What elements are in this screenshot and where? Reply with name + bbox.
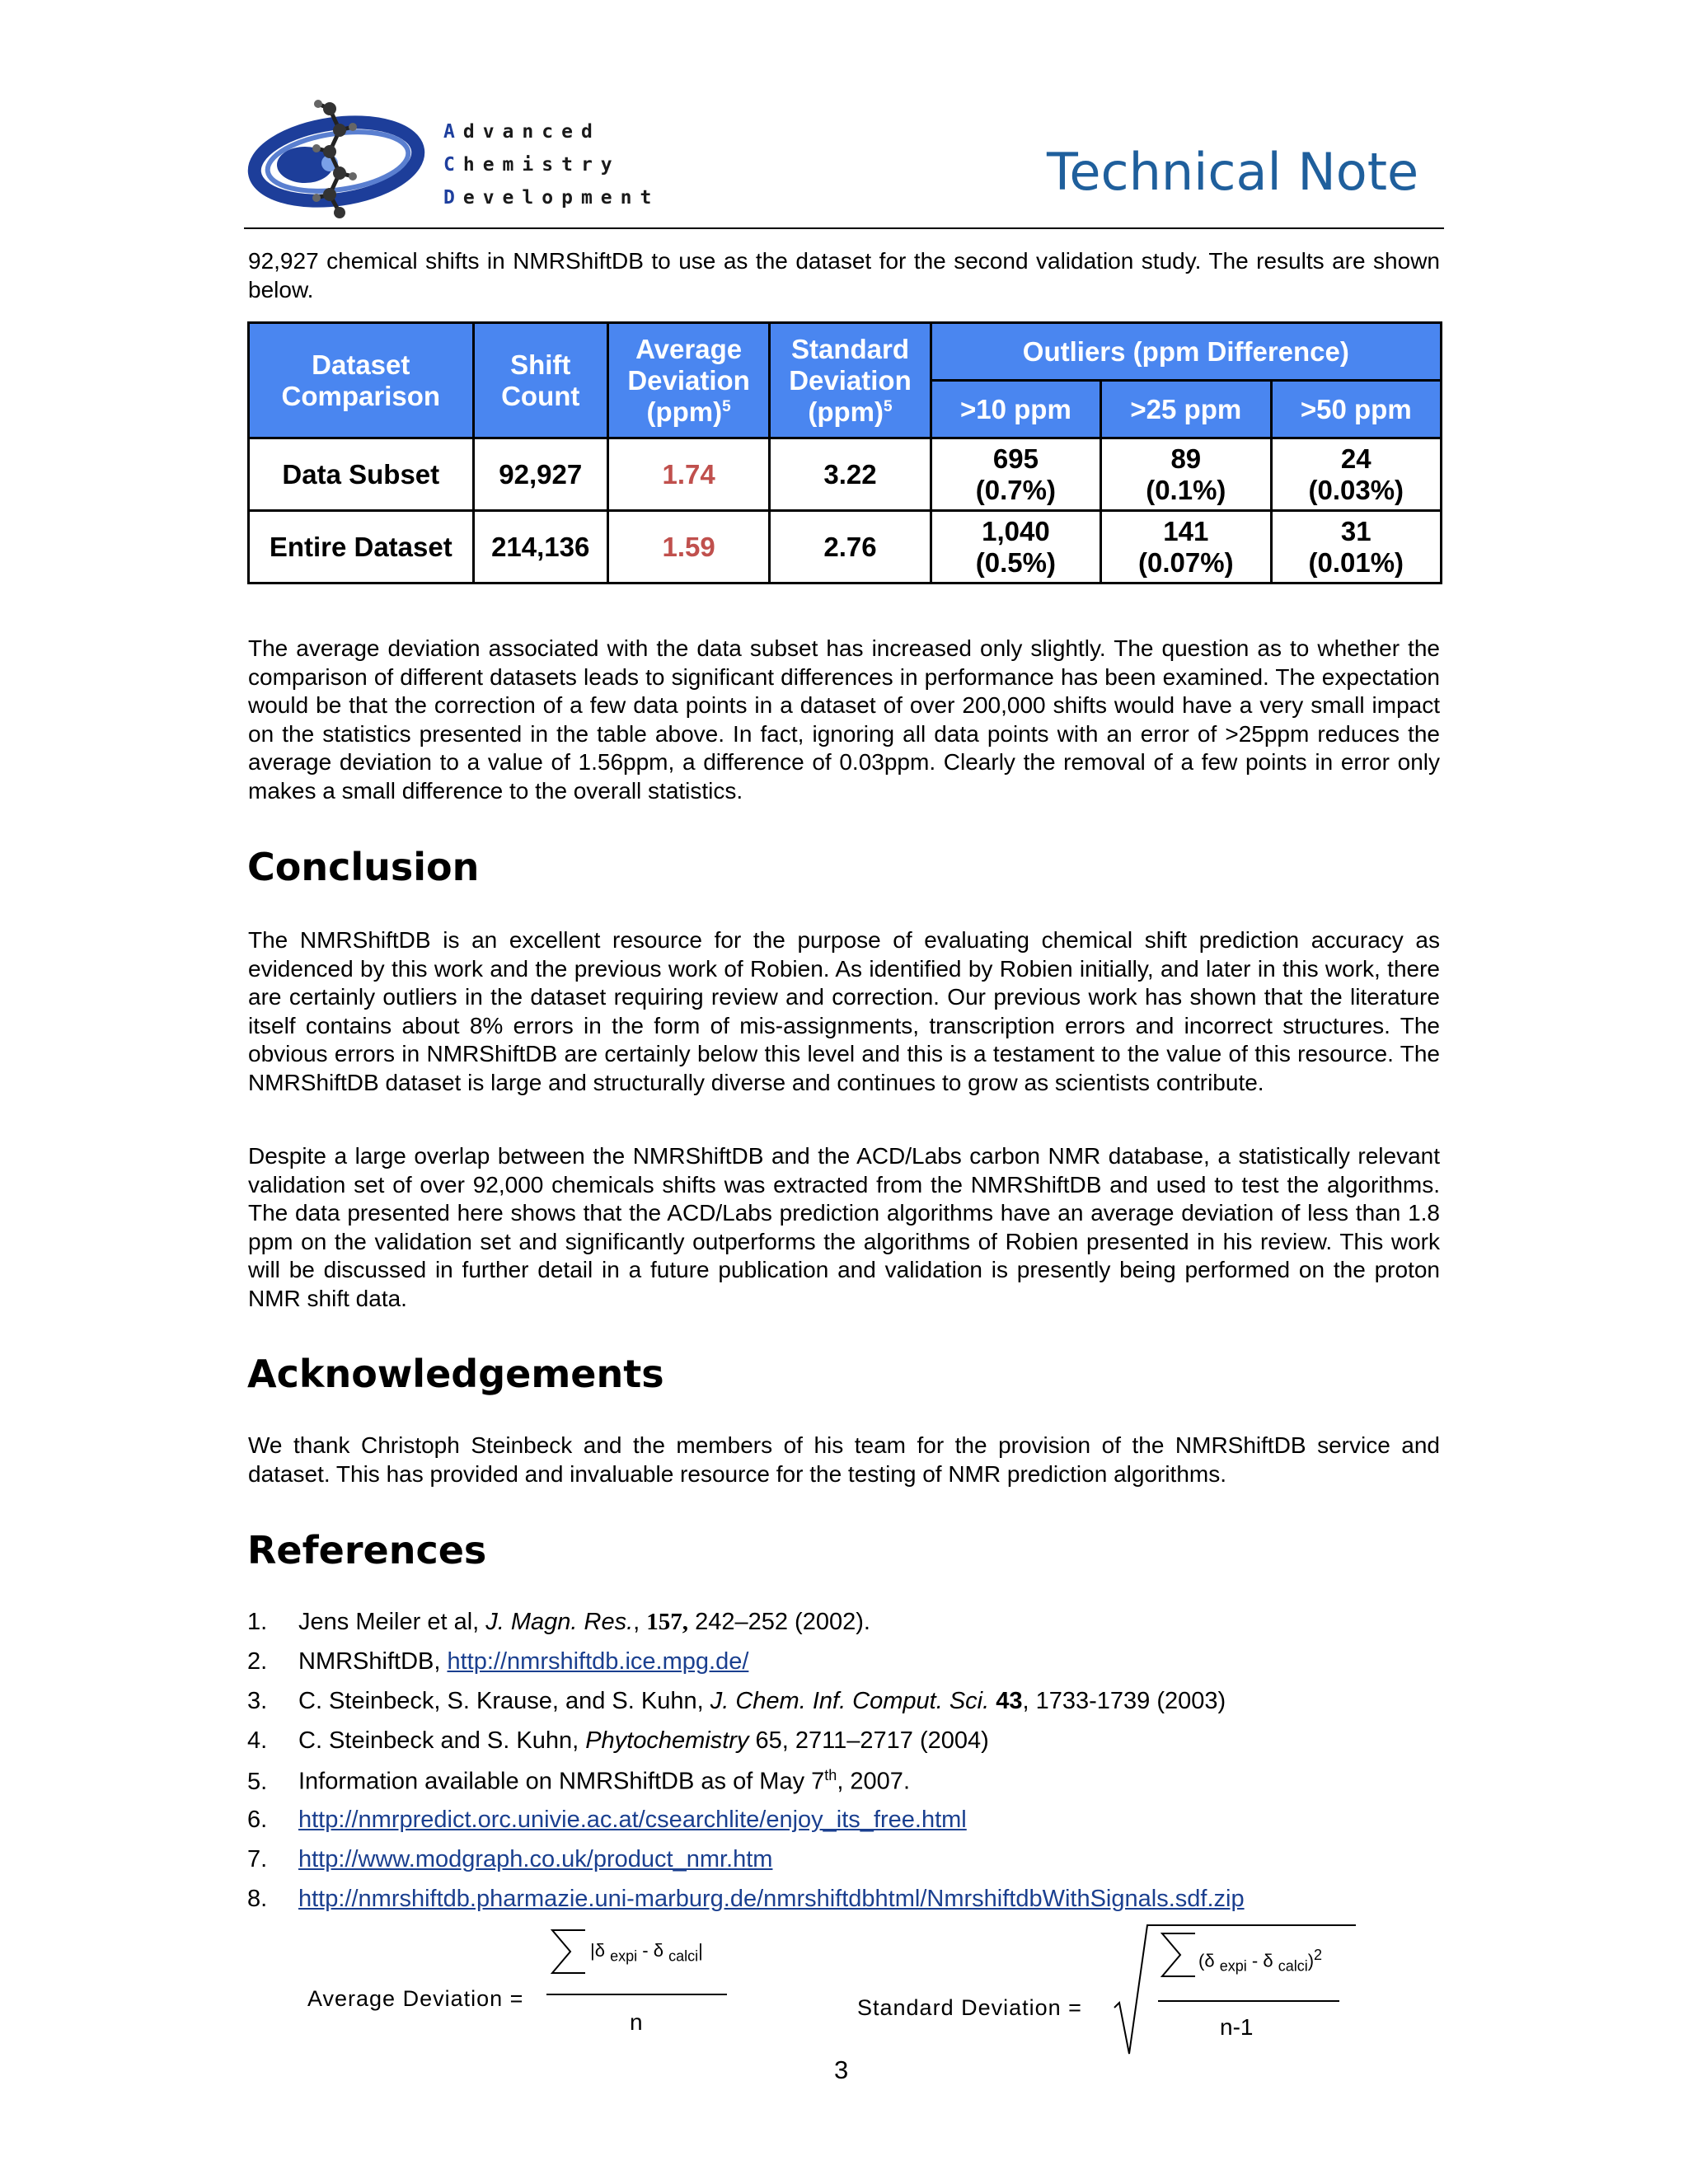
denominator: n-1 [1220,2014,1254,2040]
reference-number: 1. [247,1609,268,1635]
reference-text: 242–252 (2002). [688,1609,870,1635]
radical-icon [1113,1922,1360,2062]
reference-item [247,1688,1226,1715]
outlier-percent: (0.1%) [1146,474,1226,505]
conclusion-paragraph-1: The NMRShiftDB is an excellent resource for the purpose of evaluating chemical shift prediction accuracy as evidenced by this work and the previous work of Robien. As identified by Robien initially, and later in this work, there are certainly outliers in the dataset requiring review and correction. Our previous work has shown that the literature itself contains about 8% errors in the form of mis-assignments, transcription errors and incorrect structures. The obvious errors in NMRShiftDB are certainly below this level and this is a testament to the value of this resource. The NMRShiftDB dataset is large and structurally diverse and continues to grow as scientists contribute. [248,927,1440,1095]
header-shift-count: Shift Count [473,323,607,438]
header-outliers-50: >50 ppm [1271,381,1441,438]
average-deviation-cell: 1.59 [607,511,769,583]
header-standard-deviation [770,323,931,438]
reference-text: , [633,1609,647,1635]
reference-text: C. Steinbeck, S. Krause, and S. Kuhn, [298,1688,710,1714]
reference-link[interactable]: http://www.modgraph.co.uk/product_nmr.htm [298,1846,773,1872]
brand-word: hemistry [462,154,621,176]
page-title: Technical Note [1047,142,1419,202]
delta-symbol: δ [653,1940,663,1961]
reference-item [247,1609,870,1636]
header-outliers-10: >10 ppm [931,381,1100,438]
reference-item [247,1648,748,1675]
outlier-10-cell [931,438,1100,511]
outlier-25-cell [1101,511,1271,583]
reference-number: 8. [247,1886,268,1912]
reference-item [247,1727,989,1755]
outlier-count: 24 [1340,443,1372,474]
average-deviation-formula [544,1929,734,2052]
outlier-percent: (0.07%) [1138,546,1234,578]
reference-item [247,1886,1245,1913]
subscript: calci [1278,1957,1308,1975]
volume: 43 [996,1688,1023,1714]
outlier-percent: (0.01%) [1308,546,1404,578]
reference-number: 4. [247,1727,268,1754]
standard-deviation-formula [1113,1922,1360,2062]
average-deviation-cell: 1.74 [607,438,769,511]
subscript: expi [1219,1957,1247,1975]
reference-number: 6. [247,1807,268,1833]
brand-word: dvanced [462,121,601,143]
table-row [249,511,1442,583]
reference-text: 65, 2711–2717 (2004) [748,1727,989,1754]
subscript: expi [610,1947,638,1965]
footnote-marker: 5 [884,397,893,415]
header-outliers: Outliers (ppm Difference) [931,323,1441,381]
outlier-25-cell [1101,438,1271,511]
acknowledgements-heading: Acknowledgements [247,1352,664,1396]
exponent: 2 [1314,1947,1323,1963]
minus-sign: - [1251,1950,1259,1971]
reference-text: C. Steinbeck and S. Kuhn, [298,1727,586,1754]
outlier-10-cell [931,511,1100,583]
subscript: calci [668,1947,699,1965]
brand-initial: D [443,187,463,209]
reference-item [247,1807,967,1834]
outlier-count: 31 [1340,515,1372,546]
reference-item [247,1846,772,1873]
brand-word: evelopment [462,187,660,209]
footnote-marker: 5 [722,397,731,415]
reference-number: 3. [247,1688,268,1714]
analysis-paragraph: The average deviation associated with the data subset has increased only slightly. The question as to whether the comparison of different datasets leads to significant differences in performance has been examined. The expectation would be that the correction of a few data points in a dataset of over 200,000 shifts would have a very small impact on the statistics presented in the table above. In fact, ignoring all data points with an error of >25ppm reduces the average deviation to a value of 1.56ppm, a difference of 0.03ppm. Clearly the removal of a few points in error only makes a small difference to the overall statistics. [248,635,1440,804]
minus-sign: - [642,1940,649,1961]
header-standard-deviation-label: Standard Deviation (ppm) [789,333,912,427]
outlier-count: 695 [992,443,1039,474]
outlier-50-cell [1271,511,1441,583]
reference-text: NMRShiftDB, [298,1648,448,1675]
outlier-percent: (0.03%) [1308,474,1404,505]
delta-symbol: δ [1204,1950,1215,1971]
conclusion-heading: Conclusion [247,845,480,889]
outlier-percent: (0.7%) [975,474,1056,505]
delta-symbol: δ [594,1940,605,1961]
journal-name: J. Magn. Res. [485,1609,634,1635]
row-label: Data Subset [249,438,474,511]
reference-link[interactable]: http://nmrshiftdb.ice.mpg.de/ [447,1648,749,1675]
results-table [247,321,1442,584]
page-number: 3 [834,2055,849,2084]
average-deviation-label: Average Deviation = [307,1986,524,2011]
outlier-50-cell [1271,438,1441,511]
delta-symbol: δ [1263,1950,1273,1971]
reference-text: , 2007. [837,1768,910,1795]
reference-link[interactable]: http://nmrshiftdb.pharmazie.uni-marburg.de/nmrshiftdbhtml/NmrshiftdbWithSignals.sdf.zip [298,1886,1245,1912]
header-divider [244,227,1444,229]
outlier-count: 1,040 [982,515,1050,546]
header-average-deviation [607,323,769,438]
acknowledgements-paragraph: We thank Christoph Steinbeck and the members of his team for the provision of the NMRShiftDB service and dataset. This has provided and invaluable resource for the testing of NMR prediction algorithms. [248,1432,1440,1487]
references-heading: References [247,1528,487,1572]
journal-name: J. Chem. Inf. Comput. Sci. [710,1688,990,1714]
brand-initial: C [443,154,463,176]
reference-number: 7. [247,1846,268,1872]
reference-text: , 1733-1739 (2003) [1022,1688,1226,1714]
denominator: n [630,2009,643,2035]
numerator: (δ $_{expi}$ - δ $_{calci}$)$^2$ [1198,1947,1323,1975]
standard-deviation-label: Standard Deviation = [857,1995,1082,2020]
standard-deviation-cell: 3.22 [770,438,931,511]
reference-item [247,1767,910,1796]
outlier-count: 141 [1163,515,1209,546]
journal-name: Phytochemistry [585,1727,749,1754]
reference-number: 2. [247,1648,268,1675]
reference-text: Information available on NMRShiftDB as of May 7 [298,1768,825,1795]
outlier-count: 89 [1170,443,1202,474]
brand-initial: A [443,121,463,143]
reference-text: Jens Meiler et al, [298,1609,486,1635]
standard-deviation-cell: 2.76 [770,511,931,583]
header-average-deviation-label: Average Deviation (ppm) [627,333,750,427]
table-row [249,438,1442,511]
molecule-logo-icon [247,97,437,221]
shift-count-cell: 214,136 [473,511,607,583]
row-label: Entire Dataset [249,511,474,583]
reference-number: 5. [247,1768,268,1795]
shift-count-cell: 92,927 [473,438,607,511]
header-dataset: Dataset Comparison [249,323,474,438]
outlier-percent: (0.5%) [975,546,1056,578]
numerator: |δ $_{expi}$ - δ $_{calci}$| [590,1940,703,1965]
brand-name [443,115,659,214]
header-outliers-25: >25 ppm [1101,381,1271,438]
volume: 157, [646,1609,689,1635]
conclusion-paragraph-2: Despite a large overlap between the NMRShiftDB and the ACD/Labs carbon NMR database, a statistically relevant validation set of over 92,000 chemicals shifts was extracted from the NMRShiftDB and used to test the algorithms. The data presented here shows that the ACD/Labs prediction algorithms have an average deviation of less than 1.8 ppm on the validation set and significantly outperforms the algorithms of Robien presented in his review. This work will be discussed in further detail in a future publication and validation is presently being performed on the proton NMR shift data. [248,1143,1440,1311]
superscript: th [824,1767,837,1783]
reference-link[interactable]: http://nmrpredict.orc.univie.ac.at/csearchlite/enjoy_its_free.html [298,1807,967,1833]
intro-paragraph: 92,927 chemical shifts in NMRShiftDB to use as the dataset for the second validation study. The results are shown below. [248,248,1440,302]
